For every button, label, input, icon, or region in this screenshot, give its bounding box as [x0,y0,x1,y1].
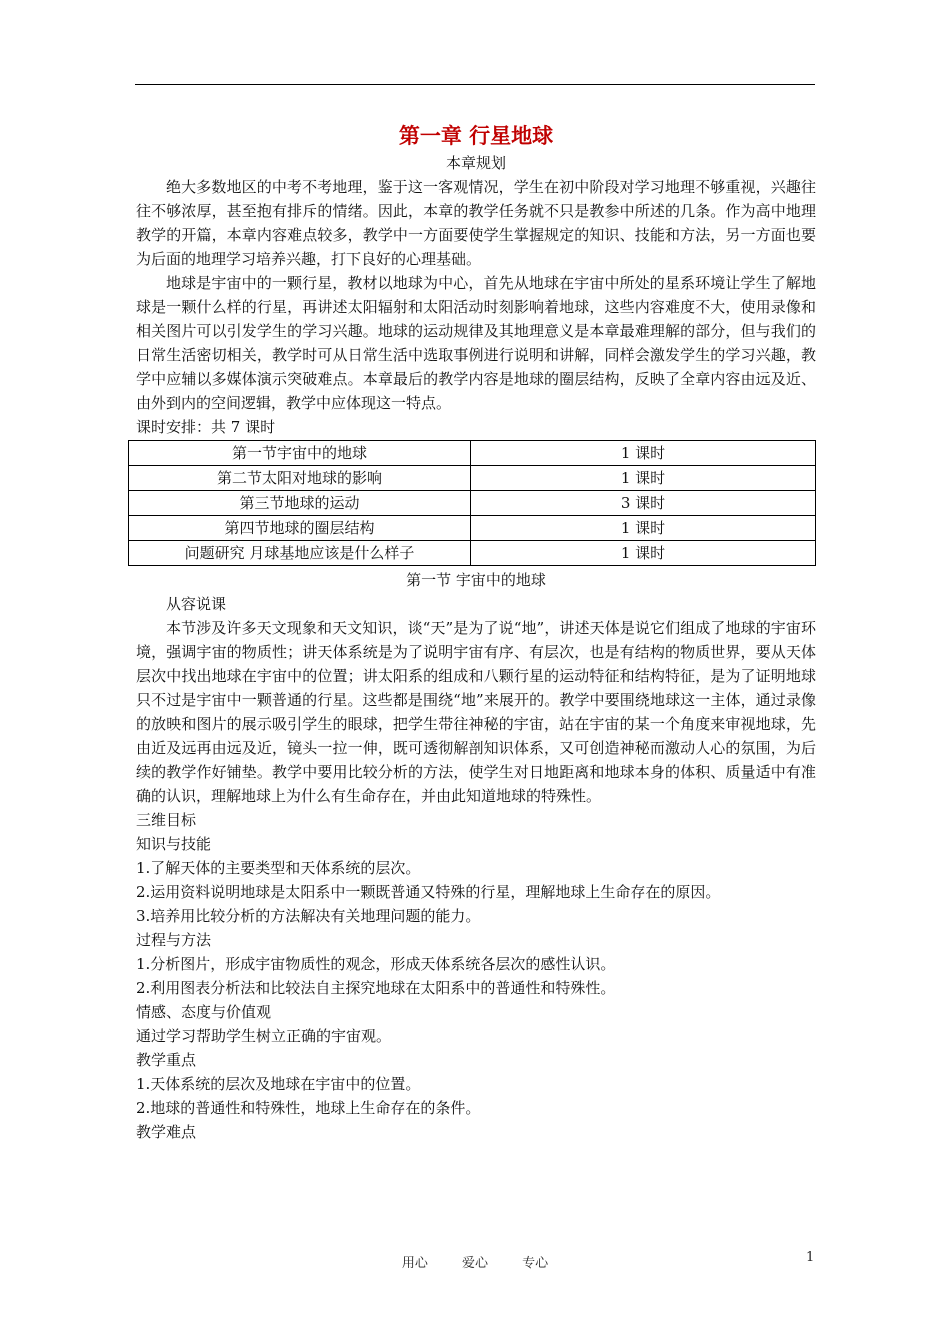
schedule-hours-cell: 3 课时 [471,491,816,516]
key-points-heading: 教学重点 [136,1051,197,1069]
page-content [136,121,816,1144]
table-row [129,516,816,541]
lesson-heading: 从容说课 [166,595,227,613]
knowledge-heading: 知识与技能 [136,835,212,853]
schedule-section-cell: 问题研究 月球基地应该是什么样子 [129,541,471,566]
list-item: 3.培养用比较分析的方法解决有关地理问题的能力。 [136,907,481,925]
schedule-hours-cell: 1 课时 [471,516,816,541]
chapter-title: 第一章 行星地球 [398,123,554,148]
list-item: 2.地球的普通性和特殊性，地球上生命存在的条件。 [136,1099,481,1117]
table-row [129,541,816,566]
section-title: 第一节 宇宙中的地球 [406,571,546,589]
footer-item: 用心 [401,1256,428,1271]
table-row [129,441,816,466]
schedule-section-cell: 第四节地球的圈层结构 [129,516,471,541]
difficulties-heading: 教学难点 [136,1123,197,1141]
lesson-text: 本节涉及许多天文现象和天文知识，谈“天”是为了说“地”，讲述天体是说它们组成了地球的宇宙环境，强调宇宙的物质性；讲天体系统是为了说明宇宙有序、有层次，也是有结构的物质世界，要从天体层次中找出地球在宇宙中的位置；讲太阳系的组成和八颗行星的运动特征和结构特征，是为了证明地球只不过是宇宙中一颗普通的行星。这些都是围绕“地”来展开的。教学中要围绕地球这一主体，通过录像的放映和图片的展示吸引学生的眼球，把学生带往神秘的宇宙，站在宇宙的某一个角度来审视地球，先由近及远再由远及近，镜头一拉一伸，既可透彻解剖知识体系，又可创造神秘而激动人心的氛围，为后续的教学作好铺垫。教学中要用比较分析的方法，使学生对日地距离和地球本身的体积、质量适中有准确的认识，理解地球上为什么有生命存在，并由此知道地球的特殊性。 [136,619,816,805]
process-heading: 过程与方法 [136,931,212,949]
goals-heading: 三维目标 [136,811,197,829]
schedule-hours-cell: 1 课时 [471,441,816,466]
chapter-plan-heading: 本章规划 [445,154,506,172]
attitude-text: 通过学习帮助学生树立正确的宇宙观。 [136,1027,392,1045]
schedule-label: 课时安排：共 7 课时 [136,418,276,436]
schedule-hours-cell: 1 课时 [471,541,816,566]
schedule-hours-cell: 1 课时 [471,466,816,491]
schedule-section-cell: 第二节太阳对地球的影响 [129,466,471,491]
list-item: 1.了解天体的主要类型和天体系统的层次。 [136,859,421,877]
list-item: 2.运用资料说明地球是太阳系中一颗既普通又特殊的行星，理解地球上生命存在的原因。 [136,883,721,901]
schedule-table [128,440,816,566]
schedule-section-cell: 第一节宇宙中的地球 [129,441,471,466]
header-rule [135,84,815,85]
table-row [129,466,816,491]
list-item: 1.天体系统的层次及地球在宇宙中的位置。 [136,1075,421,1093]
page-number: 1 [806,1250,815,1265]
list-item: 2.利用图表分析法和比较法自主探究地球在太阳系中的普通性和特殊性。 [136,979,616,997]
footer-item: 爱心 [461,1256,488,1271]
intro-paragraph: 绝大多数地区的中考不考地理，鉴于这一客观情况，学生在初中阶段对学习地理不够重视，兴趣往往不够浓厚，甚至抱有排斥的情绪。因此，本章的教学任务就不只是教参中所述的几条。作为高中地理教学的开篇，本章内容难点较多，教学中一方面要使学生掌握规定的知识、技能和方法，另一方面也要为后面的地理学习培养兴趣，打下良好的心理基础。 [136,178,816,268]
list-item: 1.分析图片，形成宇宙物质性的观念，形成天体系统各层次的感性认识。 [136,955,616,973]
footer-item: 专心 [522,1256,549,1271]
attitude-heading: 情感、态度与价值观 [136,1003,272,1021]
schedule-section-cell: 第三节地球的运动 [129,491,471,516]
table-row [129,491,816,516]
intro-paragraph: 地球是宇宙中的一颗行星，教材以地球为中心，首先从地球在宇宙中所处的星系环境让学生了解地球是一颗什么样的行星，再讲述太阳辐射和太阳活动时刻影响着地球，这些内容难度不大，使用录像和相关图片可以引发学生的学习兴趣。地球的运动规律及其地理意义是本章最难理解的部分，但与我们的日常生活密切相关，教学时可从日常生活中选取事例进行说明和讲解，同样会激发学生的学习兴趣，教学中应辅以多媒体演示突破难点。本章最后的教学内容是地球的圈层结构，反映了全章内容由远及近、由外到内的空间逻辑，教学中应体现这一特点。 [136,274,816,412]
